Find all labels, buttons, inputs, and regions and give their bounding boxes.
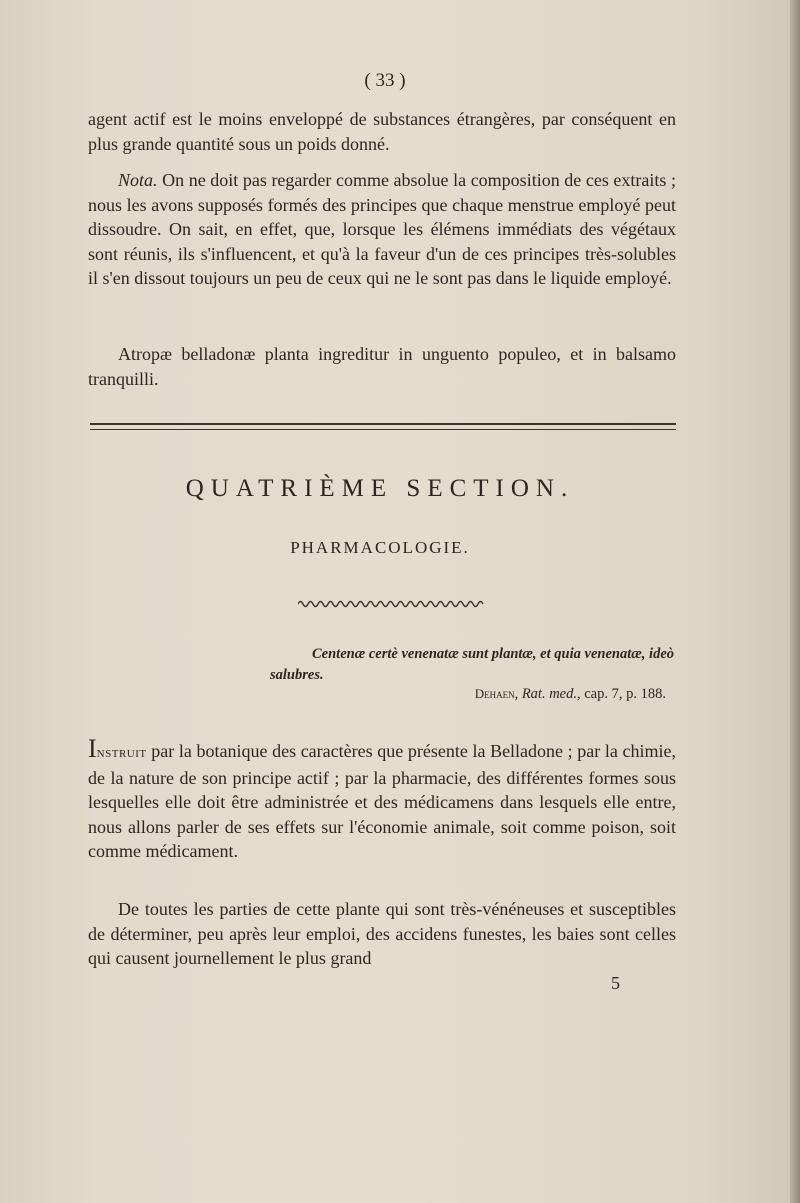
epigraph-author: Dehaen [474,686,515,701]
section-title: QUATRIÈME SECTION. [185,475,575,502]
epigraph-quote: Centenæ certè venenatæ sunt plantæ, et quia venenatæ, ideò salubres. [270,646,674,683]
section-rule-thin [90,429,676,430]
continuation-paragraph: agent actif est le moins enveloppé de substances étrangères, par conséquent en plus grande quantité sous un poids donné. [88,109,676,154]
section-rule-thick [90,423,676,425]
body-paragraph-1-text: par la botanique des caractères que présente la Belladone ; par la chimie, de la nature de son principe actif ; par la pharmacie, des différentes formes sous lesquelles elle doit être administrée et des médicamens dans lesquels elle entre, nous allons parler de ses effets sur l'économie animale, soit comme poison, soit comme médicament. [88,741,676,861]
nota-label: Nota. [118,170,158,190]
epigraph-reference: , cap. 7, p. 188. [577,686,666,702]
wavy-ornament [298,599,484,609]
book-spine-edge [790,0,800,1203]
section-subtitle: PHARMACOLOGIE. [290,538,470,557]
nota-paragraph [88,168,676,291]
latin-paragraph: Atropæ belladonæ planta ingreditur in unguento populeo, et in balsamo tranquilli. [88,344,676,389]
epigraph-attribution: Dehaen, Rat. med., cap. 7, p. 188. [474,686,666,702]
initial-letter: I [88,734,97,763]
epigraph-work: Rat. med. [521,686,577,702]
signature-mark: 5 [611,973,620,993]
nota-text: On ne doit pas regarder comme absolue la composition de ces extraits ; nous les avons supposés formés des principes que chaque menstrue employé peut dissoudre. On sait, en effet, que, lorsque les élémens immédiats des végétaux sont réunis, ils s'influencent, et qu'à la faveur d'un de ces principes très-solubles il s'en dissout toujours un peu de ceux qui ne le sont pas dans le liquide employé. [88,170,676,288]
page-number: ( 33 ) [364,70,406,91]
opening-word: nstruit [96,745,147,761]
body-paragraph-2: De toutes les parties de cette plante qui sont très-vénéneuses et susceptibles de déterminer, peu après leur emploi, des accidens funestes, les baies sont celles qui causent journellement le plus grand [88,899,676,968]
body-paragraph-1 [88,734,676,864]
